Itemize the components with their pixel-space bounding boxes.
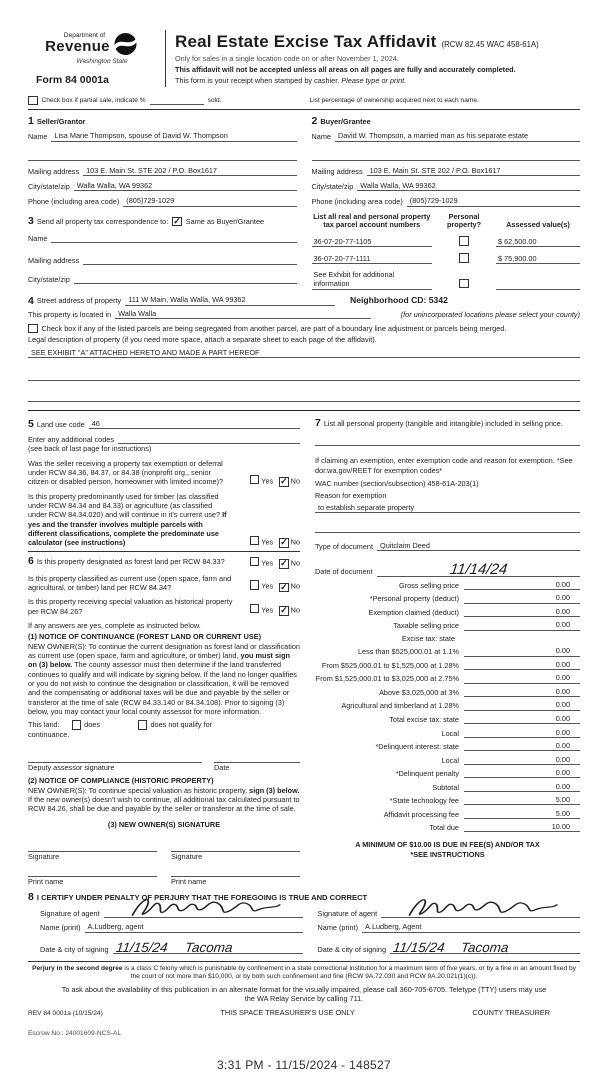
doc-date-label: Date of document	[315, 567, 373, 577]
partial-sale-checkbox[interactable]	[28, 96, 38, 106]
alt-format-note: To ask about the availability of this publication in an alternate format for the visually impaired, please call 360-705-6705. Teletype (TTY) users may use the WA Relay Service by calling 711.	[61, 984, 547, 1004]
section7-number: 7	[315, 417, 321, 430]
deputy-signature-field[interactable]	[28, 753, 202, 763]
segregated-label: Check box if any of the listed parcels are being segregated from another parcel, are part of a boundary line adjustment or parcels being merged.	[41, 323, 507, 333]
tax-value[interactable]: 0.00	[464, 768, 580, 778]
buyer-column	[312, 113, 581, 207]
footer-rule	[28, 961, 580, 962]
header-note-3a: This form is your receipt when stamped by cashier.	[175, 75, 342, 85]
owner-print-1	[28, 867, 157, 886]
parcel-number-field[interactable]: See Exhibit for additional information	[312, 270, 433, 290]
current-use-question-text: Is this property classified as current use (open space, farm and agricultural, or timber) land per RCW 84.34?	[28, 573, 232, 592]
tax-value[interactable]: 5.00	[464, 809, 580, 819]
owner-signature-title: (3) NEW OWNER(S) SIGNATURE	[107, 819, 221, 829]
tax-label: Less than $525,000.01 at 1.1%	[357, 647, 459, 657]
forest-yes-checkbox[interactable]	[250, 557, 260, 567]
section3-label: Send all property tax correspondence to:	[36, 216, 169, 226]
seller-column	[28, 113, 297, 207]
this-land-row	[28, 720, 300, 730]
legal-description-blank-2[interactable]	[28, 392, 580, 402]
additional-codes-note: (see back of last page for instructions)	[28, 444, 152, 454]
perjury-paragraph	[28, 965, 580, 982]
no-label: No	[290, 558, 300, 568]
agent-city-handwriting-right: Tacoma	[459, 939, 510, 955]
exemption-no-checkbox[interactable]: ✓	[280, 476, 288, 487]
tax-label: *Delinquent penalty	[395, 769, 459, 779]
wac-label: WAC number (section/subsection)	[315, 479, 426, 488]
doc-type-field[interactable]: Quitclaim Deed	[377, 541, 580, 551]
agent-city-handwriting-left: Tacoma	[184, 939, 234, 955]
tax-row	[315, 660, 580, 670]
notice1-bold: you must sign on (3) below.	[28, 650, 290, 670]
header-note-1: Only for sales in a single location code on or after November 1, 2024.	[175, 54, 399, 64]
buyer-city-label: City/state/zip	[311, 182, 354, 192]
timber-question	[28, 492, 300, 548]
owner-signature-field-1[interactable]	[28, 842, 157, 852]
title-block	[175, 30, 580, 87]
wac-row	[315, 479, 580, 488]
no-label: No	[290, 476, 300, 486]
exemption-question	[28, 459, 300, 487]
tax-label: *State technology fee	[389, 796, 459, 806]
agent-name-label-left: Name (print)	[40, 923, 81, 933]
legal-description-field[interactable]: SEE EXHIBIT "A" ATTACHED HERETO AND MADE A PART HEREOF	[28, 348, 580, 358]
parcel-2-pp-checkbox[interactable]	[459, 253, 469, 263]
timber-answer	[239, 536, 300, 548]
agent-date-label-right: Date & city of signing	[317, 944, 387, 954]
tax-value[interactable]: 0.00	[464, 580, 580, 590]
wac-number[interactable]: 458-61A-203(1)	[427, 479, 479, 488]
located-in-row	[28, 309, 580, 319]
tax-value[interactable]: 0.00	[464, 620, 580, 630]
timber-yes-checkbox[interactable]	[250, 536, 260, 546]
left-column	[28, 415, 300, 887]
segregated-row	[28, 324, 580, 334]
tax-row	[315, 673, 580, 683]
street-address-row	[28, 295, 580, 306]
neighborhood-code: Neighborhood CD: 5342	[350, 294, 448, 305]
same-as-buyer-label: Same as Buyer/Grantee	[185, 216, 265, 226]
forest-answer	[239, 557, 300, 569]
ownership-note: List percentage of ownership acquired next to each name.	[309, 96, 479, 104]
historic-no-checkbox[interactable]: ✓	[280, 605, 288, 616]
timber-question-text	[28, 492, 239, 548]
corr-city-field[interactable]	[74, 274, 297, 284]
owner-print-field-2[interactable]	[171, 867, 300, 877]
rev-number: REV 84 0001a (10/15/24)	[28, 1009, 103, 1017]
exemption-question-text: Was the seller receiving a property tax exemption or deferral under RCW 84.36, 84.37, or 84.38 (nonprofit org., senior citizen or disabled person, homeowner with limited income)?	[28, 458, 224, 487]
notice2-p1: NEW OWNER(S): To continue special valuation as historic property,	[28, 785, 250, 795]
street-address-label: Street address of property	[36, 296, 122, 306]
doc-date-field[interactable]	[377, 561, 580, 579]
section2-title: Buyer/Grantee	[320, 117, 371, 127]
tax-label: Affidavit processing fee	[383, 809, 459, 819]
timber-no-checkbox[interactable]: ✓	[280, 537, 288, 548]
seller-mailing-field[interactable]: 103 E. Main St. STE 202 / P.O. Box1617	[83, 166, 296, 176]
buyer-phone-field[interactable]: (805)729-1029	[407, 196, 580, 206]
middle-band	[28, 415, 580, 887]
if-yes-instruction: If any answers are yes, complete as instructed below.	[28, 620, 201, 630]
timber-question-b: If yes and the transfer involves multiple parcels with different classifications, complete the predominate use calculator (see instructions)	[28, 510, 227, 548]
tax-row	[315, 607, 580, 617]
parcel-1-checkbox-cell	[438, 236, 490, 247]
street-address-field[interactable]: 111 W Main, Walla Walla, WA 99362	[125, 295, 335, 305]
owner-signature-field-2[interactable]	[171, 842, 300, 852]
agent-signature-ink-right	[405, 896, 560, 920]
owner-signature-label-1: Signature	[28, 852, 60, 862]
notice2-body	[28, 786, 300, 814]
agent-sig-label-left: Signature of agent	[40, 909, 100, 919]
tax-row	[315, 809, 580, 819]
correspondence-column	[28, 213, 297, 290]
land-does-checkbox[interactable]	[72, 720, 82, 730]
perjury-rest: is a class C felony which is punishable by confinement in a state correctional institution for a maximum term of five years, or by a fine in an amount fixed by the court of not more than $10,000, or by both such confinement and fine (RCW 9A.72.030 and RCW 9A.20.021(1)(c)).	[122, 965, 576, 981]
header-note-2: This affidavit will not be accepted unless all areas on all pages are fully and accurately completed.	[175, 65, 516, 75]
reason-field[interactable]: to establish separate property	[315, 503, 580, 513]
notice1-body	[28, 642, 300, 717]
right-column	[315, 415, 580, 887]
county-treasurer-label: COUNTY TREASURER	[472, 1007, 550, 1017]
header-note-3b: Please type or print.	[341, 75, 407, 85]
unincorporated-note: (for unincorporated locations please select your county)	[400, 309, 580, 319]
tax-value[interactable]: 0.00	[464, 755, 580, 765]
tax-value[interactable]: 0.00	[464, 607, 580, 617]
parcel-value-field[interactable]: $ 62,500.00	[496, 237, 580, 247]
see-instructions-note: *SEE INSTRUCTIONS	[410, 849, 485, 859]
escrow-number: 24001609-NCS-AL	[65, 1030, 122, 1038]
deputy-signature-label: Deputy assessor signature	[28, 763, 115, 773]
treasurer-space-label: THIS SPACE TREASURER'S USE ONLY	[220, 1007, 355, 1017]
seller-city-label: City/state/zip	[28, 182, 70, 192]
escrow-label: Escrow No.:	[28, 1030, 64, 1038]
corr-mailing-field[interactable]	[83, 255, 296, 265]
partial-sale-row	[28, 95, 580, 105]
form-number: Form 84 0001a	[36, 73, 109, 86]
tax-value[interactable]: 0.00	[464, 660, 580, 670]
notice2-p2: If the new owner(s) doesn't wish to continue, all additional tax calculated pursuant to RCW 84.26, shall be due and payable by the seller or transferor at the time of sale.	[28, 795, 300, 814]
historic-question-text: Is this property receiving special valuation as historical property per RCW 84.26?	[28, 597, 233, 616]
tax-value[interactable]: 0.00	[464, 687, 580, 697]
tax-label: Total excise tax: state	[389, 714, 459, 724]
agent-signature-ink-left	[128, 896, 283, 920]
corr-name-field[interactable]	[51, 233, 296, 243]
seller-mailing-label: Mailing address	[28, 166, 80, 176]
current-use-yes-checkbox[interactable]	[250, 580, 260, 590]
this-land-label: This land:	[28, 720, 60, 730]
certify-statement: I CERTIFY UNDER PENALTY OF PERJURY THAT THE FOREGOING IS TRUE AND CORRECT	[36, 892, 368, 902]
reason-label: Reason for exemption	[315, 491, 387, 501]
owner-print-2	[171, 867, 300, 886]
agent-name-label-right: Name (print)	[317, 923, 359, 933]
doc-type-label: Type of document	[315, 541, 374, 551]
header	[28, 30, 580, 87]
tax-label: Subtotal	[432, 782, 459, 792]
agent-signature-left	[28, 908, 303, 954]
corr-name-label: Name	[28, 233, 48, 243]
forest-question-text	[28, 554, 239, 569]
notice2-bold: sign (3) below.	[249, 785, 300, 795]
owner-print-field-1[interactable]	[28, 867, 157, 877]
tax-row	[315, 768, 580, 778]
does-not-label: does not qualify for	[150, 720, 213, 730]
section5-number: 5	[28, 418, 34, 431]
agent-date-field-left[interactable]	[113, 941, 303, 954]
agent-signature-right	[318, 908, 581, 954]
owner-sig-1	[28, 842, 157, 861]
tax-label: *Delinquent interest: state	[375, 742, 459, 752]
section4-number: 4	[28, 294, 34, 307]
perjury-bold: Perjury in the second degree	[32, 965, 123, 973]
current-use-answer	[239, 580, 300, 592]
tax-row	[315, 687, 580, 697]
revenue-logo	[28, 30, 156, 87]
agent-date-handwriting-left: 11/15/24	[114, 939, 169, 955]
agent-date-field-right[interactable]	[390, 941, 580, 954]
reason-blank-field[interactable]	[315, 523, 580, 533]
additional-codes-field[interactable]	[118, 434, 300, 444]
buyer-mailing-field[interactable]: 103 E. Main St. STE 202 / P.O. Box1617	[367, 166, 580, 176]
legal-description-label: Legal description of property (if you need more space, attach a separate sheet to each page of the affidavit).	[28, 335, 377, 345]
tax-row	[315, 822, 580, 832]
segregated-checkbox[interactable]	[28, 324, 38, 334]
historic-yes-checkbox[interactable]	[250, 604, 260, 614]
tax-value[interactable]: 10.00	[464, 822, 580, 832]
agent-name-field-right[interactable]: A.Ludberg, Agent	[362, 922, 580, 932]
located-in-label: This property is located in	[28, 309, 112, 319]
tax-row	[315, 646, 580, 656]
tax-row	[315, 728, 580, 738]
seller-name-field[interactable]: Lisa Marie Thompson, spouse of David W. Thompson	[51, 131, 296, 141]
seller-name2-field[interactable]	[28, 151, 297, 161]
tax-label: Above $3,025,000 at 3%	[379, 687, 459, 697]
parcel-2-checkbox-cell	[438, 253, 490, 264]
does-label: does	[84, 720, 100, 730]
tax-value[interactable]: 0.00	[464, 782, 580, 792]
tax-label: Gross selling price	[398, 580, 459, 590]
buyer-name2-field[interactable]	[312, 151, 581, 161]
deputy-date-label: Date	[214, 763, 230, 773]
section1-number: 1	[28, 115, 34, 128]
timber-question-a: Is this property predominantly used for timber (as classified under RCW 84.34 and 84.33) or agriculture (as classified under RCW 84.34.020) and will continue in it's current use?	[28, 491, 223, 520]
tax-value[interactable]: 0.00	[464, 646, 580, 656]
dept-of-label: Department of	[63, 32, 106, 39]
section8-number: 8	[28, 891, 34, 904]
section2-number: 2	[311, 115, 318, 128]
buyer-name-field[interactable]: David W. Thompson, a married man as his separate estate	[335, 131, 580, 141]
section-divider	[28, 410, 580, 411]
tax-row	[315, 714, 580, 724]
header-note-3	[175, 76, 580, 85]
tax-row	[315, 700, 580, 710]
forest-question-body: Is this property designated as forest land per RCW 84.33?	[36, 556, 225, 566]
agent-date-label-left: Date & city of signing	[40, 944, 109, 954]
tax-value[interactable]: 0.00	[464, 728, 580, 738]
additional-codes-label: Enter any additional codes	[28, 435, 114, 445]
doc-date-handwriting: 11/14/24	[448, 561, 508, 579]
exemption-yes-checkbox[interactable]	[250, 475, 260, 485]
yes-label: Yes	[261, 537, 274, 547]
current-use-no-checkbox[interactable]: ✓	[280, 581, 288, 592]
legal-description-blank-1[interactable]	[28, 371, 580, 381]
parcel-value-field[interactable]	[496, 280, 580, 290]
owner-signature-label-2: Signature	[171, 852, 203, 862]
land-use-label: Land use code	[36, 420, 85, 430]
section6-number: 6	[28, 554, 34, 567]
seller-name-label: Name	[28, 132, 48, 142]
seller-phone-label: Phone (including area code)	[28, 197, 120, 207]
owner-sig-2	[171, 842, 300, 861]
corr-city-label: City/state/zip	[28, 274, 70, 284]
tax-row	[315, 620, 580, 630]
tax-label: From $525,000.01 to $1,525,000 at 1.28%	[321, 660, 459, 670]
washington-state-label: Washington State	[76, 58, 128, 66]
correspondence-parcels-section	[28, 213, 580, 290]
personal-property-field[interactable]	[315, 436, 580, 446]
parties-section	[28, 113, 580, 207]
tax-row	[315, 755, 580, 765]
land-does-not-checkbox[interactable]	[138, 720, 148, 730]
historic-answer	[239, 604, 300, 616]
owner-print-label-1: Print name	[28, 877, 64, 887]
located-in-field[interactable]: Walla Walla	[115, 309, 371, 319]
parcel-number-field[interactable]: 36-07-20-77-1111	[312, 254, 433, 264]
street-address-group	[28, 295, 335, 306]
partial-sale-label: Check box if partial sale, indicate %	[41, 96, 146, 104]
land-use-field[interactable]: 46	[89, 419, 300, 429]
same-as-buyer-checkbox[interactable]: ✓	[173, 215, 181, 226]
current-use-question	[28, 574, 300, 593]
tax-value[interactable]: 0.00	[464, 741, 580, 751]
agent-date-handwriting-right: 11/15/24	[392, 939, 446, 955]
header-rule	[28, 109, 580, 110]
tax-row	[315, 741, 580, 751]
tax-value[interactable]: 0.00	[464, 714, 580, 724]
section5-6-divider	[28, 551, 300, 552]
escrow-row	[28, 1030, 580, 1038]
tax-row	[315, 795, 580, 805]
tax-value[interactable]: 0.00	[464, 593, 580, 603]
continuance-label: continuance.	[28, 729, 70, 739]
exemption-answer	[239, 475, 300, 487]
yes-label: Yes	[261, 581, 274, 591]
tax-label: Local	[441, 728, 459, 738]
notice1-p1: NEW OWNER(S): To continue the current designation as forest land or classification as current use (open space, farm and agriculture, or timber) land,	[28, 641, 300, 660]
yes-label: Yes	[261, 476, 274, 486]
tax-label: Local	[441, 755, 459, 765]
revenue-wordmark: Revenue	[45, 38, 110, 56]
parcels-table	[312, 213, 581, 290]
tax-value[interactable]: 5.00	[464, 795, 580, 805]
buyer-phone-label: Phone (including area code)	[311, 197, 403, 207]
buyer-name-label: Name	[311, 132, 331, 142]
historic-question	[28, 597, 300, 616]
parcels-column	[312, 213, 581, 290]
tax-row	[315, 593, 580, 603]
notice2-title: (2) NOTICE OF COMPLIANCE (HISTORIC PROPERTY)	[28, 776, 214, 786]
section1-title: Seller/Grantor	[36, 117, 86, 127]
buyer-mailing-label: Mailing address	[311, 166, 363, 176]
footer-row	[28, 1008, 580, 1018]
sold-label: sold.	[207, 96, 222, 104]
header-divider	[165, 30, 166, 87]
no-label: No	[290, 537, 300, 547]
owner-print-label-2: Print name	[171, 877, 207, 887]
scan-timestamp: 3:31 PM - 11/15/2024 - 148527	[217, 1058, 391, 1073]
seller-phone-field[interactable]: (805)729-1029	[123, 196, 296, 206]
tax-value[interactable]: 0.00	[464, 673, 580, 683]
forest-question	[28, 554, 300, 569]
revenue-swirl-icon	[112, 32, 139, 58]
tax-value[interactable]: 0.00	[464, 700, 580, 710]
agent-sig-label-right: Signature of agent	[317, 909, 378, 919]
tax-label: Taxable selling price	[393, 621, 459, 631]
parcel-number-field[interactable]: 36-07-20-77-1105	[312, 237, 433, 247]
buyer-city-field[interactable]: Walla Walla, WA 99362	[357, 181, 580, 191]
parcel-3-pp-checkbox[interactable]	[459, 279, 469, 289]
no-label: No	[290, 581, 300, 591]
owner-signature-grid	[28, 842, 300, 887]
tax-label: Agricultural and timberland at 1.28%	[341, 701, 459, 711]
agent-signature-field-left[interactable]	[104, 908, 303, 918]
no-label: No	[290, 605, 300, 615]
tax-label: Total due	[429, 823, 459, 833]
parcels-col2-header: Personal property?	[446, 211, 482, 230]
yes-label: Yes	[261, 605, 274, 615]
excise-tax-state-header: Excise tax: state	[401, 633, 456, 643]
yes-label: Yes	[261, 558, 274, 568]
exemption-note: If claiming an exemption, enter exemption code and reason for exemption. *See dor.wa.gov/REET for exemption codes*	[315, 456, 573, 475]
section3-number: 3	[28, 215, 34, 228]
tax-label: *Personal property (deduct)	[369, 594, 459, 604]
rcw-reference: (RCW 82.45 WAC 458-61A)	[441, 40, 539, 49]
seller-city-field[interactable]: Walla Walla, WA 99362	[74, 181, 297, 191]
forest-no-checkbox[interactable]: ✓	[280, 558, 288, 569]
tax-label: Exemption claimed (deduct)	[368, 607, 459, 617]
agent-signatures	[28, 908, 580, 954]
parcel-1-pp-checkbox[interactable]	[459, 236, 469, 246]
parcels-col3-header: Assessed value(s)	[506, 220, 570, 230]
notice1-title: (1) NOTICE OF CONTINUANCE (FOREST LAND OR CURRENT USE)	[28, 632, 262, 642]
personal-property-label: List all personal property (tangible and intangible) included in selling price.	[323, 419, 563, 429]
tax-row	[315, 580, 580, 590]
tax-label: From $1,525,000.01 to $3,025,000 at 2.75%	[315, 674, 459, 684]
parcel-3-checkbox-cell	[438, 279, 490, 290]
deputy-signature-row	[28, 753, 300, 772]
minimum-due-note: A MINIMUM OF $10.00 IS DUE IN FEE(S) AND/OR TAX	[355, 840, 540, 850]
corr-mailing-label: Mailing address	[28, 255, 80, 265]
deputy-date-field[interactable]	[214, 753, 300, 763]
partial-sale-percent-field[interactable]	[150, 95, 204, 105]
parcels-col1-header: List all real and personal property tax parcel account numbers	[313, 211, 431, 230]
tax-row	[315, 782, 580, 792]
notice1-p2: The county assessor must then determine if the land transferred continues to qualify and will indicate by signing below. If the land no longer qualifies or you do not wish to continue the designation or classification, it will be removed and the compensating or additional taxes will be due and payable by the seller or transferor at the time of sale (RCW 84.33.140 or 84.34.108). Prior to signing (3) below, you may contact your local county assessor for more information.	[28, 660, 297, 716]
agent-name-field-left[interactable]: A.Ludberg, agent	[85, 922, 303, 932]
agent-signature-field-right[interactable]	[381, 908, 580, 918]
parcel-value-field[interactable]: $ 75,900.00	[496, 254, 580, 264]
page-title: Real Estate Excise Tax Affidavit	[175, 32, 437, 51]
